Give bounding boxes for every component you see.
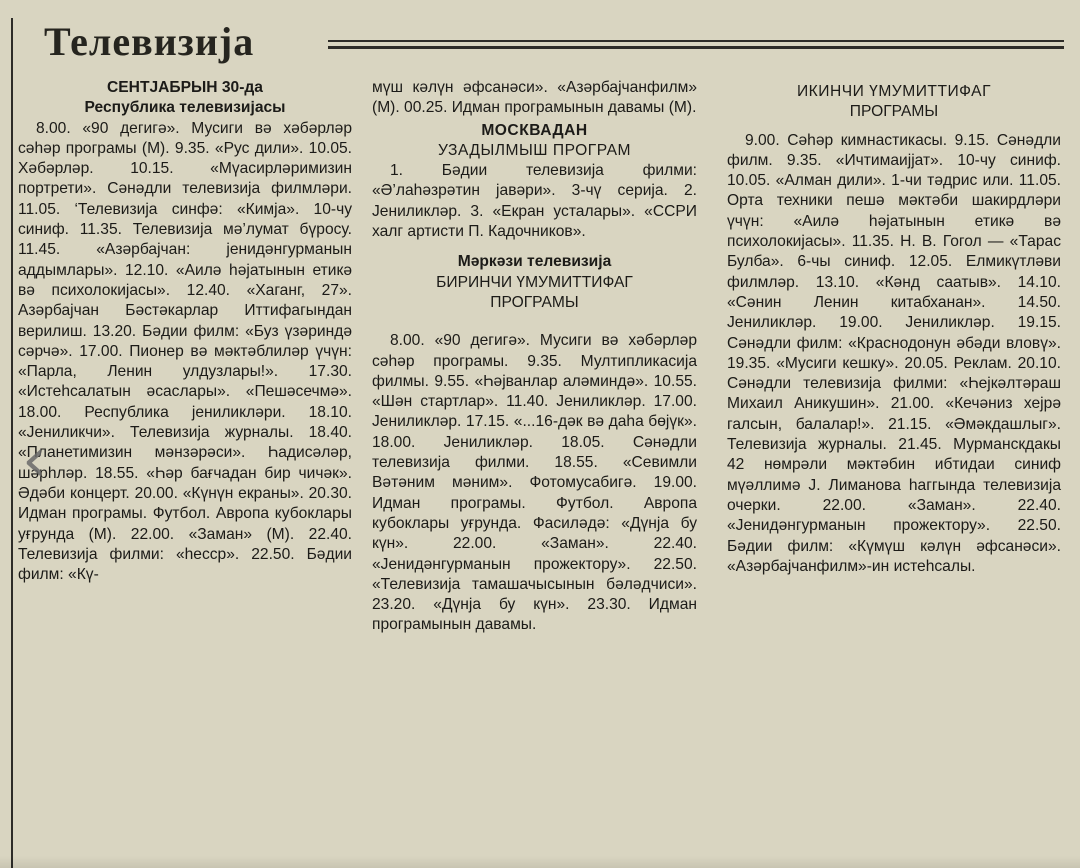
central-tv-header: Мәркәзи телевизија: [457, 253, 612, 271]
heading-rule: [328, 40, 1064, 49]
second-program-header: ИКИНЧИ ҮМУМИТТИФАГ: [796, 83, 992, 100]
continued-listing: мүш кәлүн әфсанәси». «Азәрбајчанфилм» (М). 00.25. Идман програмынын давамы (М).: [372, 79, 697, 117]
first-program-header-2: ПРОГРАМЫ: [490, 293, 579, 311]
second-program-listing: 9.00. Сәһәр кимнастикасы. 9.15. Сәнәдли филм. 9.35. «Ичтимаијјат». 10-чу синиф. 10.05. «Алман дили». 1-чи тәдрис или. 11.05. Орта техники пешә мәктәби шакирдләри үчүн: «Аилә һәјатынын етикә вә психолокијасы». 11.35. Н. В. Гогол — «Тарас Булба». 6-чы синиф. 12.05. Елмикүтләви филмләр. 13.10. «Кәнд саатыв». 14.10. «Сәнин Ленин китабханан». 14.50. Јениликләр. 19.00. Јениликләр. 19.15. Сәнәдли филм: «Краснодонун әбәди вловү». 19.35. «Мусиги кешку». 20.05. Реклам. 20.10. Сәнәдли телевизија филми: «Һејкәлтәраш Михаил Аникушин». 21.00. «Кечәниз хејрә галсын, балалар!». 21.15. «Әмәкдашлыг». Телевизија журналы. 21.45. Мурманскдакы 42 нөмрәли мәктәбин ибтидаи синиф мүәллимә Ј. Лиманова һаггында телевизија очерки. 22.00. «Заман». 22.40. «Јенидәнгурманын прожектору». 22.50. Бәдии филм: «Күмүш кәлүн әфсанәси». «Азәрбајчанфилм»-ин истеһсалы.: [727, 131, 1061, 575]
channel-header: Республика телевизијасы: [84, 99, 286, 117]
first-program-listing: 8.00. «90 дегигә». Мусиги вә хәбәрләр сәһәр програмы. 9.35. Мултипликасија филмы. 9.55. «Һәјванлар аләминдә». 10.55. «Шән стартлар». 11.40. Јениликләр. 17.00. Јениликләр. 17.15. «...16-дәк вә даһа бөјүк». 18.00. Јениликләр. 18.05. Сәнәдли телевизија филми. 18.55. «Севимли Вәтәним мәним». Фотомусабигә. 19.00. Идман програмы. Футбол. Авропа кубоклары уғрунда. Фасиләдә: «Дүнја бу күн». 22.00. «Заман». 22.40. «Јенидәнгурманын прожектору». 22.50. «Телевизија тамашачысынын бәләдчиси». 23.20. «Дүнја бу күн». 23.30. Идман програмынын давамы.: [372, 332, 697, 634]
column-moscow-central: [372, 78, 697, 636]
first-program-header: БИРИНЧИ ҮМУМИТТИФАГ: [436, 273, 633, 291]
moscow-subheader: УЗАДЫЛМЫШ ПРОГРАМ: [437, 141, 631, 159]
moscow-listing: 1. Бәдии телевизија филми: «Ә’лаһәзрәтин јавәри». 3-чү серија. 2. Јениликләр. 3. «Екран усталары». «ССРИ халг артисти П. Кадочников».: [372, 162, 697, 241]
republic-tv-listing: 8.00. «90 дегигә». Мусиги вә хәбәрләр сәһәр програмы (М). 9.35. «Рус дили». 10.05. Хәбәрләр. 10.15. «Мүасирләримизин портрети». Сәнәдли телевизија филмләри. 11.05. ‘Телевизија синфә: «Кимја». 10-чу синиф. 11.35. Телевизија мә’лумат бүросу. 11.45. «Азәрбајчан: јенидәнгурманын аддымлары». 12.10. «Аилә һәјатынын етикә вә психолокијасы». 12.40. «Хаганг, 27». Азәрбајчан Бәстәкарлар Иттифагындан верилиш. 13.20. Бәдии филм: «Буз үзәриндә сәрчә». 17.00. Пионер вә мәктәблиләр үчүн: «Парла, Ленин улдузлары!». 17.30. «Истеһсалатын әсаслары». «Пешәсечмә». 18.00. Республика јениликләри. 18.10. «Јениликчи». Телевизија журналы. 18.40. «Планетимизин мәнзәрәси». Һадисәләр, шәрһләр. 18.55. «Һәр бағчадан бир чичәк». Әдәби концерт. 20.00. «Күнүн екраны». 20.30. Идман програмы. Футбол. Авропа кубоклары уғрунда (М). 22.00. «Заман» (М). 22.40. Телевизија филми: «һесср». 22.50. Бәдии филм: «Кү-: [18, 119, 352, 584]
page-bottom-shadow: [0, 856, 1080, 868]
second-program-header-2: ПРОГРАМЫ: [849, 103, 939, 121]
left-column-rule: [11, 18, 13, 868]
date-header: СЕНТЈАБРЫН 30-да: [107, 79, 263, 96]
column-republic-tv: [18, 78, 352, 585]
moscow-header: МОСКВАДАН: [481, 121, 588, 139]
page-heading: Телевизија: [44, 19, 255, 64]
chevron-left-icon[interactable]: ‹: [22, 423, 47, 496]
column-second-program: [727, 82, 1061, 577]
